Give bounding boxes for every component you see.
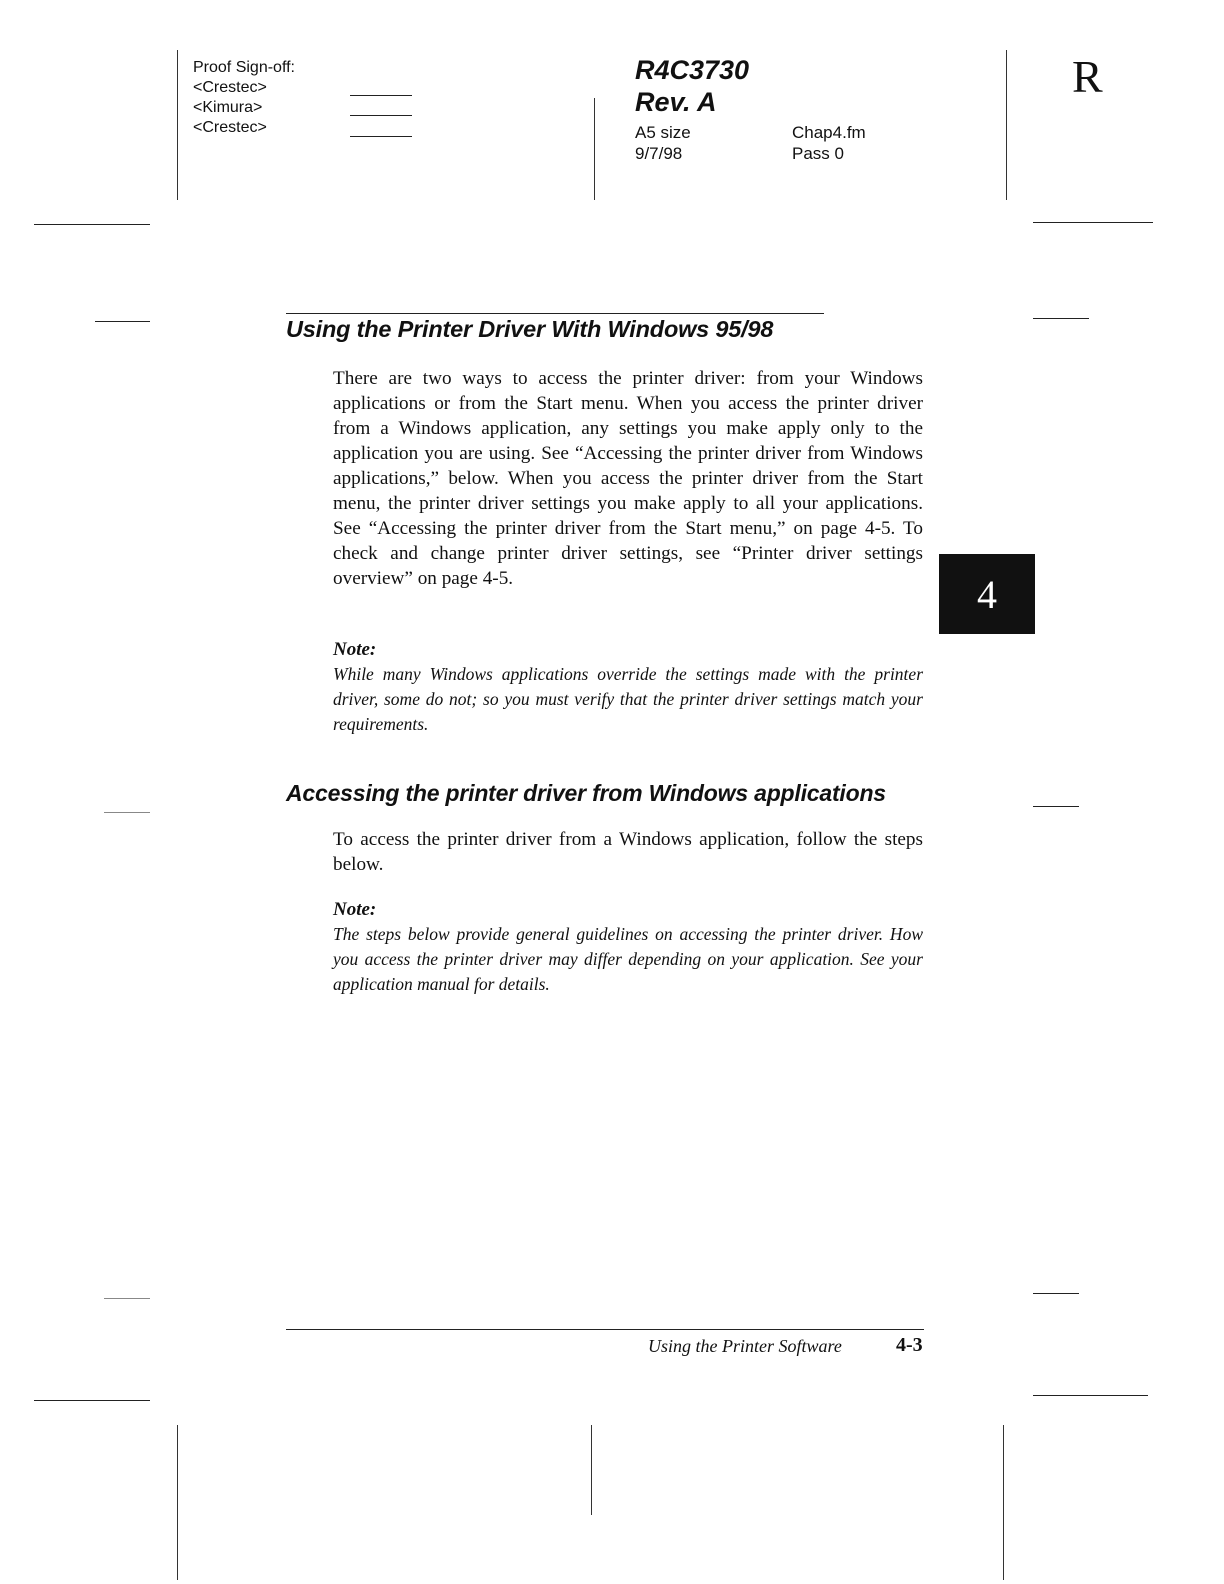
crop-mark (34, 224, 150, 225)
proof-line: <Crestec> (193, 119, 267, 136)
crop-mark (1033, 806, 1079, 807)
crop-mark (177, 50, 178, 200)
subsection-heading: Accessing the printer driver from Windows applications (286, 780, 886, 806)
signature-line (350, 115, 412, 116)
proof-line: <Kimura> (193, 99, 263, 116)
paper-size: A5 size (635, 123, 691, 142)
footer-rule (286, 1329, 924, 1330)
crop-mark (1033, 1395, 1148, 1396)
heading-rule (286, 313, 824, 314)
proof-line: Proof Sign-off: (193, 59, 295, 76)
date: 9/7/98 (635, 144, 683, 163)
signature-line (350, 95, 412, 96)
section-heading: Using the Printer Driver With Windows 95/98 (286, 316, 774, 342)
note-label: Note: (333, 899, 377, 920)
crop-mark (1033, 318, 1089, 319)
document-code: R4C3730 (635, 55, 750, 85)
pass-number: Pass 0 (792, 144, 844, 163)
crop-mark (1033, 222, 1153, 223)
crop-mark (95, 321, 150, 322)
note-text: While many Windows applications override the settings made with the printer driver, some do not; so you must verify that the printer driver settings match your requirements. (333, 664, 923, 734)
proof-line: <Crestec> (193, 79, 267, 96)
body-paragraph: There are two ways to access the printer driver: from your Windows applications or from the Start menu. When you access the printer driver from a Windows application, any settings you make apply only to the application you are using. See “Accessing the printer driver from Windows applications,” below. When you access the printer driver from the Start menu, the printer driver settings you make apply to all your applications. See “Accessing the printer driver from the Start menu,” on page 4-5. To check and change printer driver settings, see “Printer driver settings overview” on page 4-5. (333, 368, 923, 589)
crop-mark (594, 98, 595, 200)
note-text: The steps below provide general guidelines on accessing the printer driver. How you access the printer driver may differ depending on your application. See your application manual for details. (333, 924, 923, 994)
crop-mark (34, 1400, 150, 1401)
crop-mark (177, 1425, 178, 1580)
chapter-tab: 4 (939, 554, 1035, 634)
footer-title: Using the Printer Software (648, 1336, 842, 1356)
crop-mark (1033, 1293, 1079, 1294)
note-label: Note: (333, 639, 377, 660)
crop-mark (1006, 50, 1007, 200)
proof-signoff (193, 58, 295, 138)
page-number: 4-3 (896, 1334, 923, 1356)
body-paragraph: To access the printer driver from a Windows application, follow the steps below. (333, 829, 923, 875)
signature-line (350, 136, 412, 137)
revision: Rev. A (635, 87, 717, 117)
crop-mark (104, 1298, 150, 1299)
crop-mark (591, 1425, 592, 1515)
file-name: Chap4.fm (792, 123, 866, 142)
crop-mark (1003, 1425, 1004, 1580)
registration-mark: R (1072, 51, 1103, 102)
document-code-block (635, 54, 749, 118)
crop-mark (104, 812, 150, 813)
